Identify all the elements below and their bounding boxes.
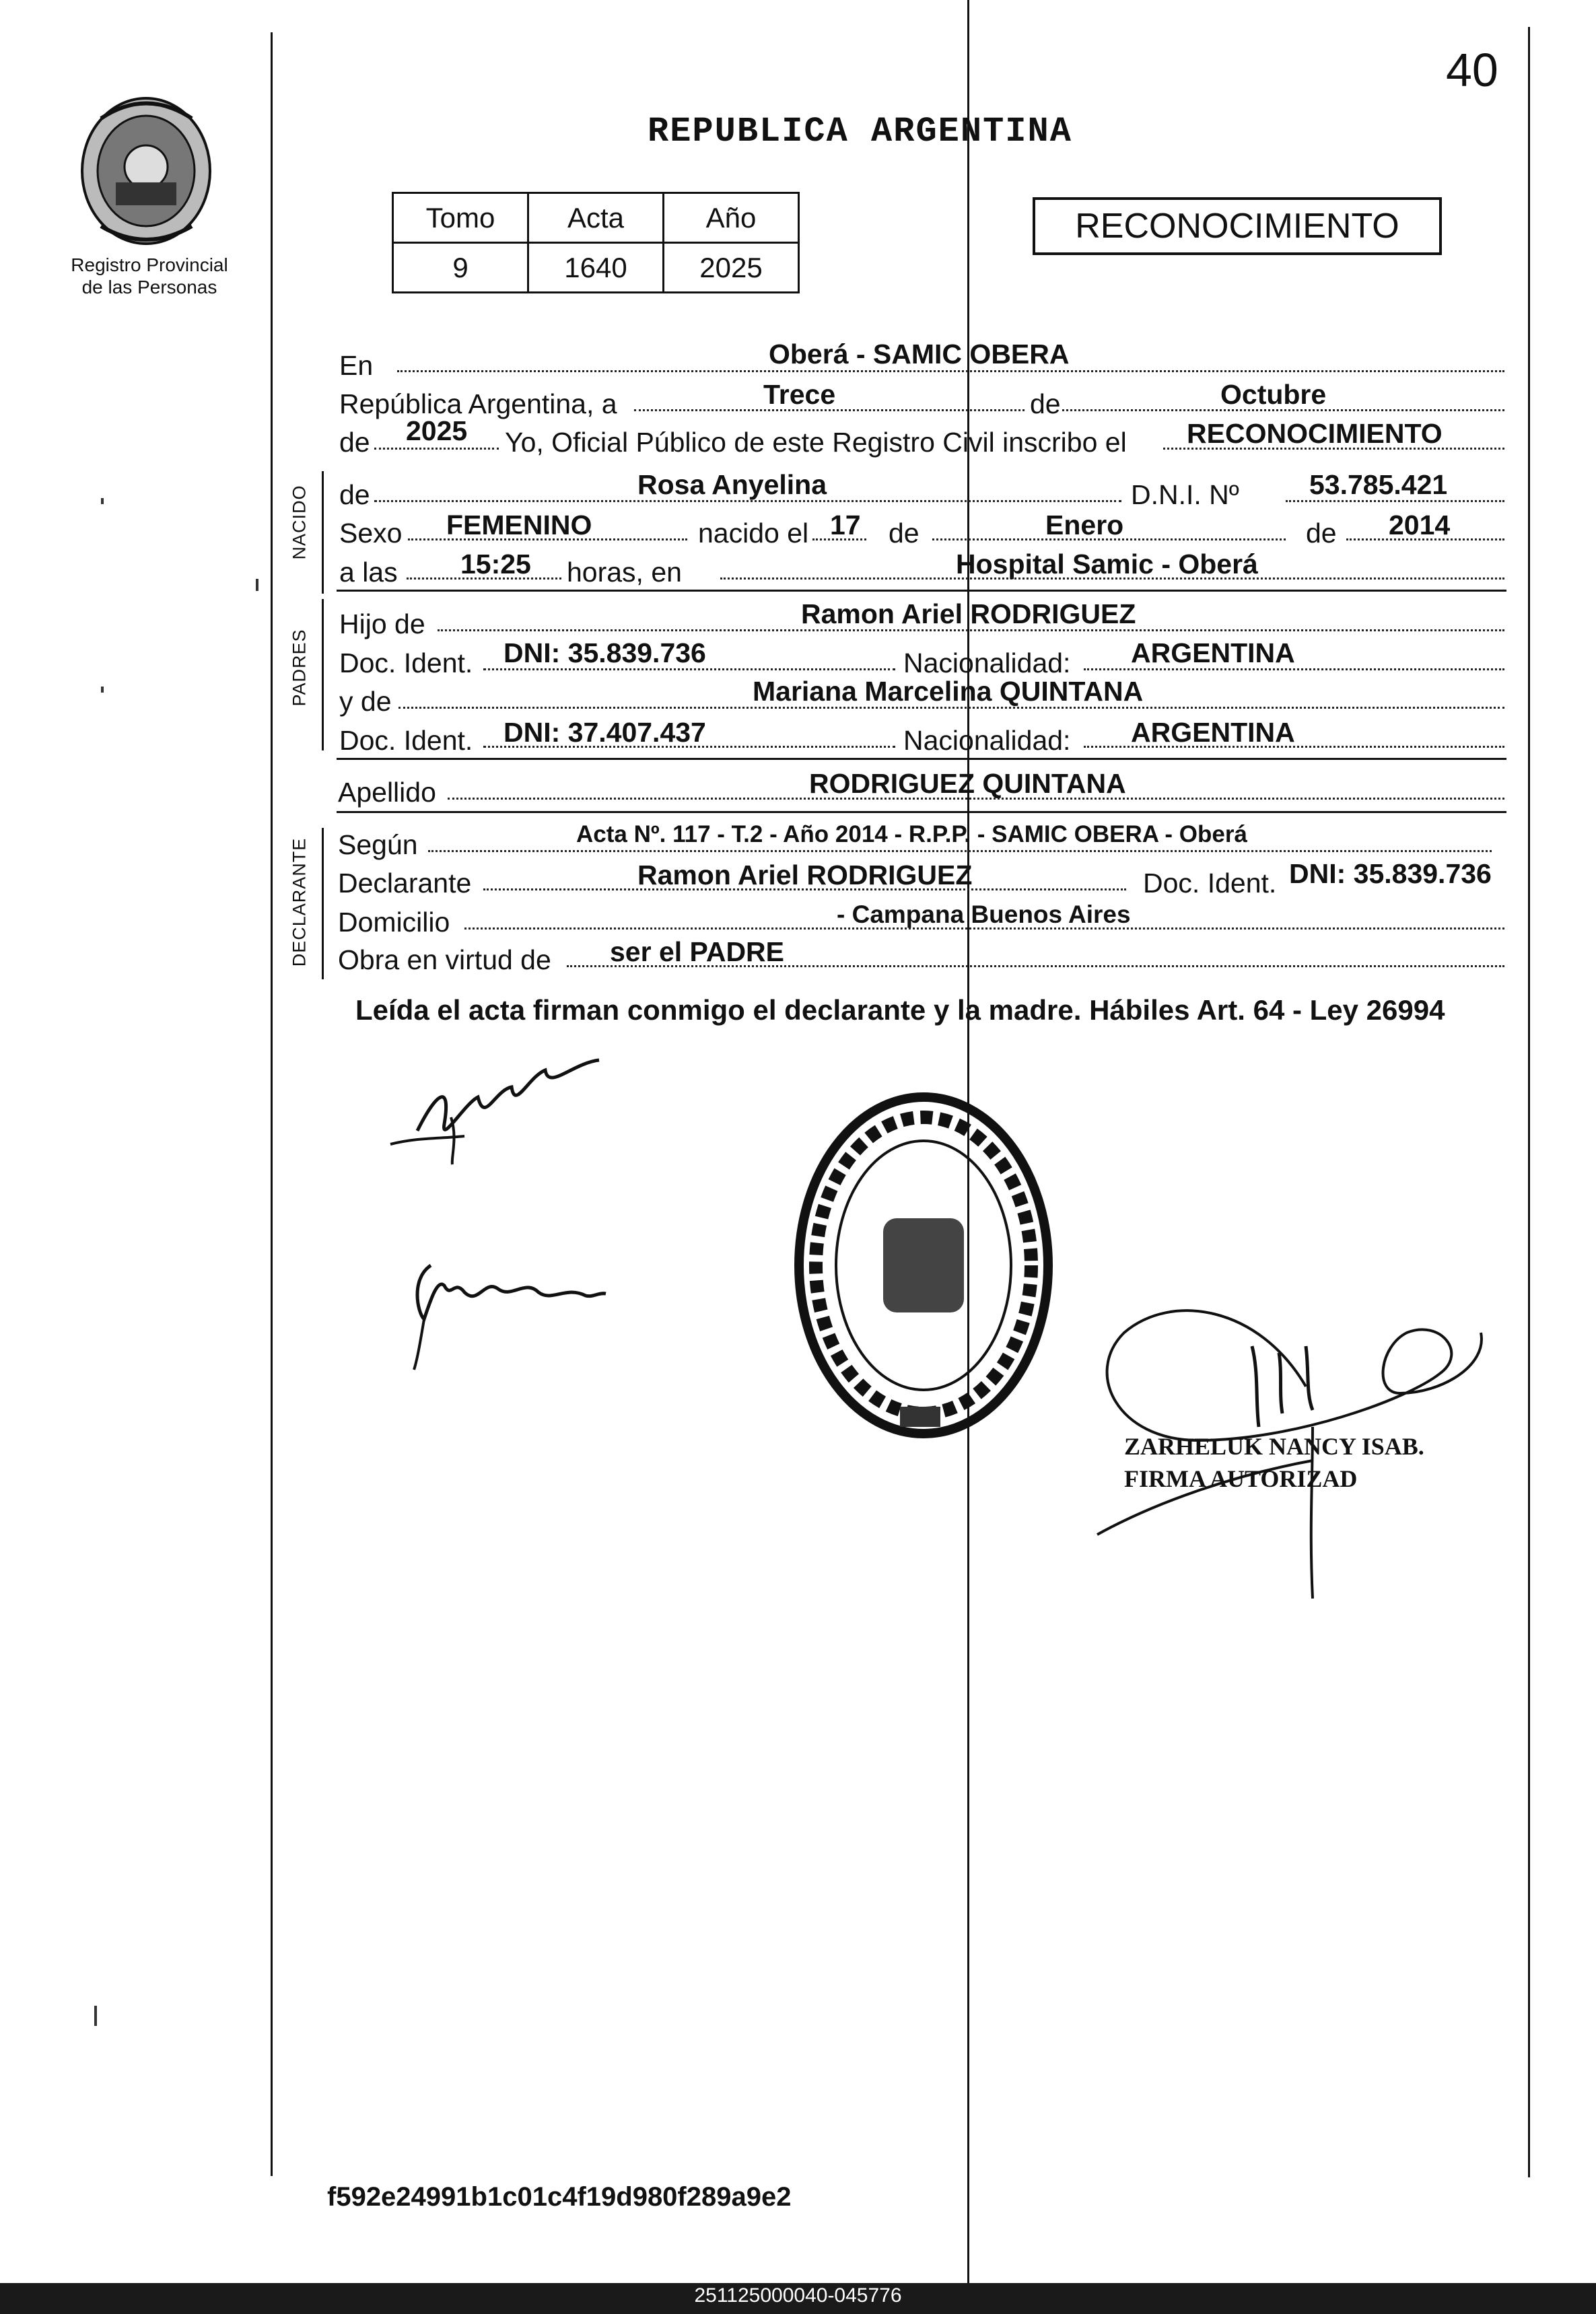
place-value: Oberá - SAMIC OBERA: [769, 339, 1070, 370]
child-name-value: Rosa Anyelina: [637, 469, 827, 500]
tomo-value: 9: [393, 243, 528, 293]
birth-day-value: 17: [830, 510, 861, 540]
dni-label: D.N.I. Nº: [1131, 479, 1239, 510]
birth-place-value: Hospital Samic - Oberá: [956, 549, 1258, 580]
domicilio-value: - Campana Buenos Aires: [837, 901, 1131, 928]
doc-label: Doc. Ident.: [339, 725, 473, 756]
segun-label: Según: [338, 829, 418, 860]
declarante-side-label: DECLARANTE: [289, 837, 310, 967]
scan-mark: [101, 498, 104, 504]
time-value: 15:25: [460, 549, 531, 580]
dots: [483, 668, 895, 670]
dots: [398, 707, 1504, 709]
sexo-value: FEMENINO: [446, 510, 592, 540]
birth-year-value: 2014: [1389, 510, 1451, 540]
dots: [1084, 668, 1504, 670]
y-de-label: y de: [339, 686, 392, 717]
dots: [428, 850, 1492, 852]
sexo-label: Sexo: [339, 518, 403, 549]
left-margin-line: [271, 32, 273, 2176]
declarante-bracket: [322, 828, 324, 979]
mother-nationality-value: ARGENTINA: [1131, 717, 1295, 748]
de-label: de: [1030, 388, 1061, 419]
mother-name-value: Mariana Marcelina QUINTANA: [753, 676, 1144, 707]
father-nationality-value: ARGENTINA: [1131, 637, 1295, 668]
scan-mark: [101, 687, 104, 693]
nationality-label: Nacionalidad:: [903, 647, 1071, 678]
nationality-label: Nacionalidad:: [903, 725, 1071, 756]
closing-text: Leída el acta firman conmigo el declarante y la madre. Hábiles Art. 64 - Ley 26994: [355, 994, 1445, 1026]
dots: [438, 629, 1504, 631]
apellido-value: RODRIGUEZ QUINTANA: [809, 768, 1126, 799]
right-margin-line: [1528, 27, 1530, 2177]
padres-bracket: [322, 599, 324, 750]
mother-signature-icon: [384, 1238, 626, 1373]
anio-value: 2025: [664, 243, 799, 293]
declarante-label: Declarante: [338, 868, 472, 899]
registry-caption: Registro Provincial de las Personas: [71, 254, 228, 297]
declarant-signature-icon: [377, 1050, 619, 1171]
father-doc-value: DNI: 35.839.736: [504, 637, 706, 668]
year-value: 2025: [406, 415, 468, 446]
obra-label: Obra en virtud de: [338, 944, 551, 975]
dots: [397, 370, 1504, 372]
section-divider: [337, 590, 1506, 592]
reference-table-values: [393, 243, 799, 293]
de-label: de: [339, 427, 370, 458]
reference-table-header: [393, 193, 799, 243]
child-dni-value: 53.785.421: [1309, 469, 1448, 500]
dots: [1286, 500, 1504, 502]
nacido-bracket: [322, 471, 324, 594]
hijo-label: Hijo de: [339, 608, 425, 639]
padres-side-label: PADRES: [289, 629, 310, 707]
officer-text: Yo, Oficial Público de este Registro Civil inscribo el: [505, 427, 1127, 458]
tomo-header: Tomo: [393, 193, 528, 243]
scan-mark: [256, 579, 258, 591]
apellido-label: Apellido: [338, 777, 436, 808]
de-label: de: [1306, 518, 1337, 549]
act-type-box: RECONOCIMIENTO: [1033, 197, 1442, 255]
registry-seal-icon: [74, 92, 219, 253]
officer-title: FIRMA AUTORIZAD: [1124, 1465, 1358, 1492]
mother-doc-value: DNI: 37.407.437: [504, 717, 706, 748]
footer-code: 251125000040-045776: [694, 2284, 902, 2307]
section-divider: [337, 758, 1506, 760]
doc-label: Doc. Ident.: [1143, 868, 1277, 899]
de-label: de: [339, 479, 370, 510]
section-divider: [337, 811, 1506, 813]
nacido-label: nacido el: [698, 518, 809, 549]
declarante-name-value: Ramon Ariel RODRIGUEZ: [637, 860, 973, 890]
acta-value: 1640: [528, 243, 664, 293]
reference-table: [392, 192, 800, 293]
dots: [374, 500, 1121, 502]
segun-value: Acta Nº. 117 - T.2 - Año 2014 - R.P.P. - SAMIC OBERA - Oberá: [576, 821, 1247, 847]
birth-month-value: Enero: [1045, 510, 1124, 540]
acta-header: Acta: [528, 193, 664, 243]
de-label: de: [889, 518, 920, 549]
page-number: 40: [1446, 44, 1498, 96]
day-value: Trece: [763, 379, 836, 410]
officer-stamp: [1124, 1430, 1424, 1495]
month-value: Octubre: [1220, 379, 1327, 410]
doc-label: Doc. Ident.: [339, 647, 473, 678]
en-label: En: [339, 350, 374, 381]
dots: [374, 448, 499, 450]
obra-value: ser el PADRE: [610, 936, 785, 967]
anio-header: Año: [664, 193, 799, 243]
country-title: REPUBLICA ARGENTINA: [648, 112, 1072, 151]
officer-name: ZARHELUK NANCY ISAB.: [1124, 1433, 1424, 1460]
hours-label: horas, en: [567, 557, 682, 588]
country-label: República Argentina, a: [339, 388, 617, 419]
father-name-value: Ramon Ariel RODRIGUEZ: [801, 598, 1136, 629]
nacido-side-label: NACIDO: [289, 485, 310, 560]
declarante-doc-value: DNI: 35.839.736: [1289, 858, 1492, 889]
official-stamp-icon: [782, 1084, 1065, 1447]
act-inscribed-value: RECONOCIMIENTO: [1187, 418, 1443, 449]
scan-mark: [94, 2006, 97, 2026]
document-hash: f592e24991b1c01c4f19d980f289a9e2: [327, 2182, 792, 2212]
domicilio-label: Domicilio: [338, 907, 450, 938]
time-label: a las: [339, 557, 398, 588]
